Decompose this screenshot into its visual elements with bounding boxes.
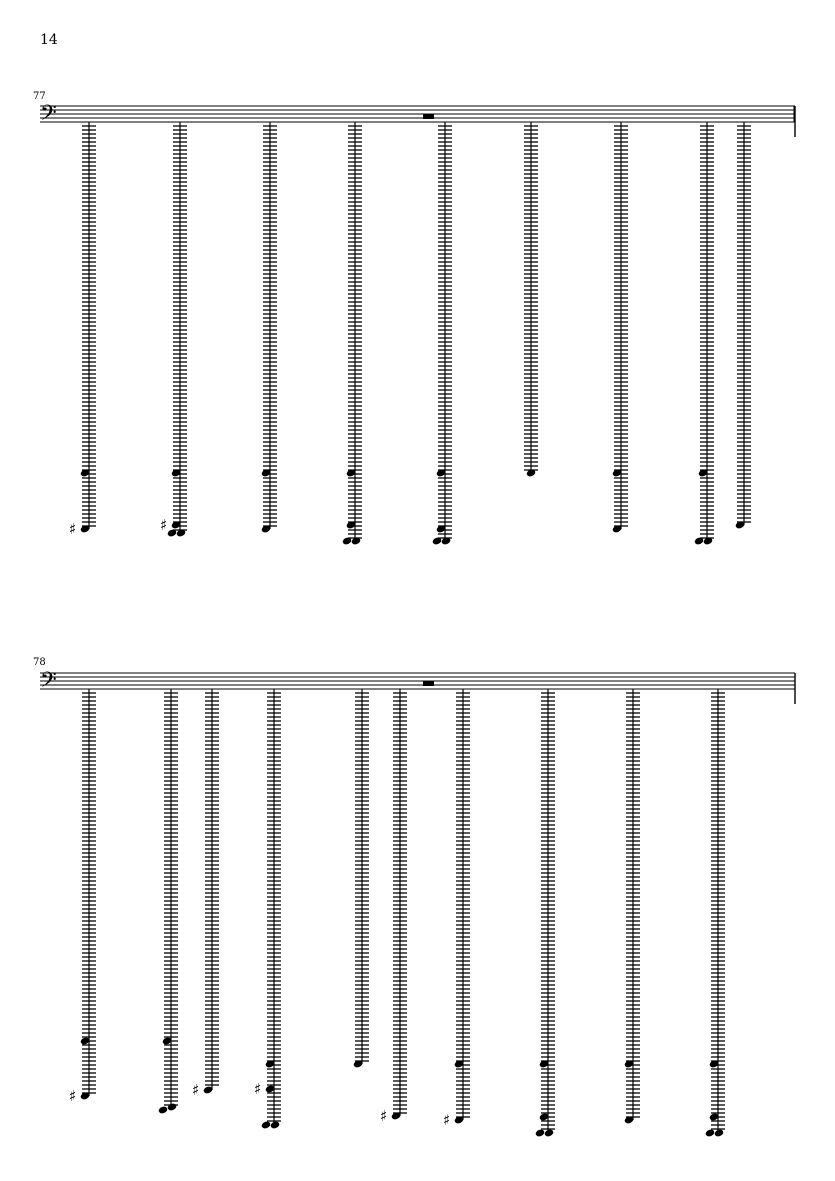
chord — [443, 689, 470, 1129]
chord — [705, 689, 725, 1138]
page-number: 14 — [40, 32, 58, 48]
measure-number: 77 — [33, 91, 46, 102]
svg-text:𝄢: 𝄢 — [40, 668, 57, 698]
system-77-notes — [69, 122, 751, 546]
notehead — [261, 1120, 271, 1129]
sharp-icon: ♯ — [443, 1111, 451, 1129]
chord — [69, 122, 96, 538]
chord — [612, 122, 628, 534]
staff — [40, 106, 795, 137]
notehead — [705, 1128, 715, 1137]
notehead — [535, 1128, 545, 1137]
chord — [432, 122, 452, 546]
chord — [535, 689, 555, 1138]
chord — [160, 122, 187, 538]
bass-clef-icon — [40, 101, 57, 131]
system-78-notes — [69, 689, 725, 1138]
chord — [353, 689, 369, 1069]
sharp-icon: ♯ — [160, 516, 168, 534]
sharp-icon: ♯ — [192, 1081, 200, 1099]
half-rest — [423, 681, 434, 686]
notehead — [714, 1128, 724, 1137]
sharp-icon: ♯ — [69, 1087, 77, 1105]
chord — [254, 689, 281, 1130]
notehead — [270, 1120, 280, 1129]
notehead — [158, 1105, 168, 1114]
chord — [524, 122, 538, 478]
chord — [158, 689, 178, 1115]
svg-text:𝄢: 𝄢 — [40, 101, 57, 131]
half-rest — [423, 114, 434, 119]
measure-number: 78 — [33, 657, 46, 668]
system-78 — [33, 657, 795, 1138]
sharp-icon: ♯ — [254, 1080, 262, 1098]
chord — [192, 689, 219, 1099]
staff — [40, 673, 795, 704]
chord — [694, 122, 714, 546]
system-77 — [33, 91, 795, 546]
chord — [380, 689, 407, 1125]
notehead — [167, 1102, 177, 1111]
sharp-icon: ♯ — [380, 1107, 388, 1125]
chord — [735, 122, 751, 530]
chord — [342, 122, 362, 546]
chord — [69, 689, 96, 1105]
chord — [624, 689, 640, 1125]
notehead — [544, 1128, 554, 1137]
bass-clef-icon — [40, 668, 57, 698]
chord — [261, 122, 277, 534]
sharp-icon: ♯ — [69, 520, 77, 538]
